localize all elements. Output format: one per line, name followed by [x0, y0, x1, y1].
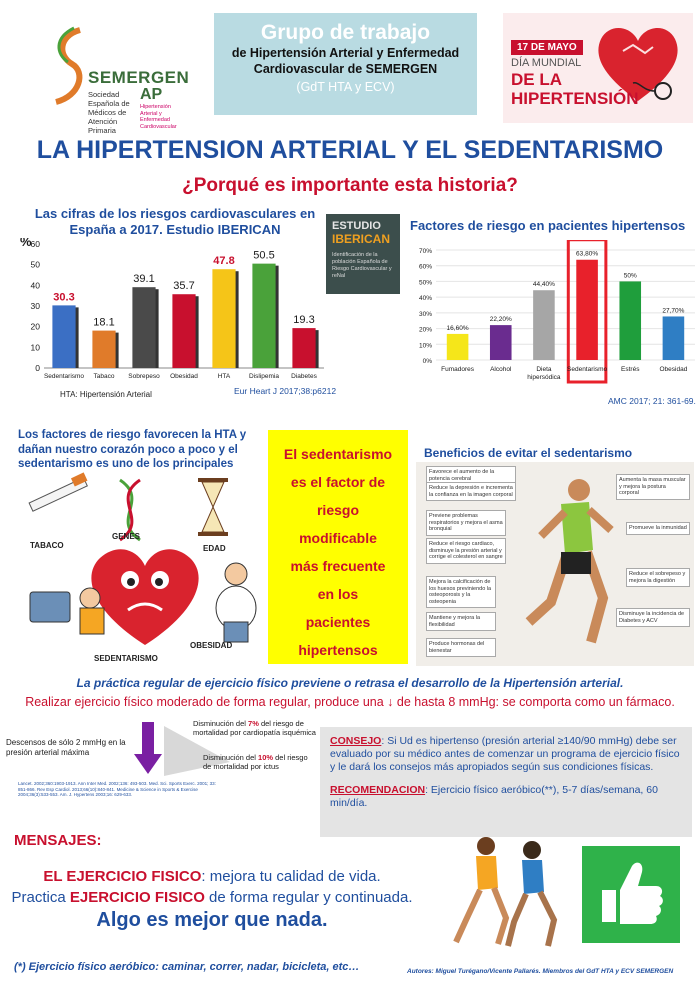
benefit-item: Disminuye la incidencia de Diabetes y ACV [616, 608, 690, 627]
logo-subtitle: Sociedad Española de Médicos de Atención Primaria [88, 90, 130, 135]
message-line-2 [0, 889, 424, 906]
benefit-item: Previene problemas respiratorios y mejora el asma bronquial [426, 510, 506, 536]
benefits-title: Beneficios de evitar el sedentarismo [424, 446, 633, 460]
day-line-2: DE LA [511, 70, 562, 89]
label-sedentarismo: SEDENTARISMO [94, 654, 158, 663]
chart1-category-label: Obesidad [170, 373, 198, 380]
day-line-3: HIPERTENSIÓN [511, 89, 639, 108]
advice-text: : Si Ud es hipertenso (presión arterial ≥140/90 mmHg) debe ser evaluado por su médico antes de comenzar un programa de ejercicio físico y le dará los consejos más apropiados según sus condiciones físicas. [330, 735, 680, 773]
benefit-item: Mantiene y mejora la flexibilidad [426, 612, 496, 631]
chart1-bar [92, 331, 115, 368]
chart1-value-label: 50.5 [253, 249, 275, 262]
obese-man-icon [216, 563, 256, 642]
chart1-title: Las cifras de los riesgos cardiovasculares en España a 2017. Estudio IBERICAN [34, 206, 316, 237]
authors: Autores: Miguel Turégano/Vicente Pallarés. Miembros del GdT HTA y ECV SEMERGEN [407, 968, 674, 975]
dna-icon [120, 480, 140, 540]
message-line-3: Algo es mejor que nada. [96, 909, 328, 931]
chart1-value-label: 18.1 [93, 316, 115, 329]
exercise-effect-statement: Realizar ejercicio físico moderado de forma regular, produce una ↓ de hasta 8 mmHg: se comporta como un fármaco. [25, 695, 675, 709]
page-subtitle: ¿Porqué es importante esta historia? [182, 175, 518, 196]
chart2-value-label: 22,20% [489, 316, 512, 324]
chart2-category-label: Alcohol [490, 366, 512, 373]
runner-icon [521, 472, 621, 662]
key-message-line: más frecuente [290, 558, 386, 574]
recommendation-label: RECOMENDACION [330, 784, 426, 796]
footnote: (*) Ejercicio físico aeróbico: caminar, correr, nadar, bicicleta, etc… [14, 961, 360, 973]
advice-paragraph [330, 735, 682, 774]
chart1-bar [212, 269, 235, 368]
working-group-box [214, 13, 477, 115]
chart2-category-label: hipersódica [527, 374, 561, 381]
benefit-item: Produce hormonas del bienestar [426, 638, 496, 657]
day-date: 17 DE MAYO [511, 40, 583, 55]
mortality-cardiac-pre: Disminución del [193, 719, 249, 728]
benefit-item: Reduce el sobrepeso y mejora la digestión [626, 568, 690, 587]
bp-reduction-label: Descensos de sólo 2 mmHg en la presión arterial máxima [6, 738, 126, 757]
key-message-line: pacientes [305, 614, 371, 630]
mortality-stroke-pct: 10% [258, 753, 274, 762]
chart1-ytick: 60 [30, 239, 40, 249]
chart1-value-label: 47.8 [213, 255, 235, 268]
practice-statement: La práctica regular de ejercicio físico previene o retrasa el desarrollo de la Hipertensión arterial. [76, 676, 624, 690]
group-line-2: Cardiovascular de SEMERGEN [253, 62, 438, 76]
risk-factors-text: Los factores de riesgo favorecen la HTA y dañan nuestro corazón poco a poco y el sedentarismo es uno de los principales [18, 429, 247, 470]
chart1-category-label: HTA [217, 373, 231, 380]
chart1-bar [292, 328, 315, 368]
thumbs-up-badge [582, 846, 680, 943]
chart2-value-label: 44,40% [532, 281, 555, 289]
benefit-item: Aumenta la masa muscular y mejora la postura corporal [616, 474, 690, 500]
chart1-category-label: Tabaco [93, 373, 115, 380]
mortality-stroke-text [203, 753, 318, 771]
chart1-ytick: 10 [30, 342, 40, 353]
chart2-bar [576, 260, 598, 360]
mortality-stroke-pre: Disminución del [203, 753, 259, 762]
sedentary-person-icon [30, 588, 104, 634]
chart2-ytick: 0% [422, 358, 432, 365]
chart2-ytick: 40% [418, 295, 432, 303]
key-message-line: hipertensos [298, 642, 378, 658]
advice-label: CONSEJO [330, 735, 382, 747]
mortality-cardiac-pct: 7% [248, 719, 259, 728]
bp-references: Lancet. 2002;360:1903-1913. Ann Inter Med. 2002;136: 493-503. Med. Sci. Sports Exerc. 2001; 33: 851-866. Rev Esp Cardiol. 2013;66(10):840-841. Medicine & Science in Sports & Exercise 2004;36(3):533-553. Am. J. Hypertens 2003;16: 629-633. [18, 781, 216, 797]
iberican-cover [326, 214, 400, 294]
group-abbr: (GdT HTA y ECV) [296, 80, 395, 94]
chart2-bar [533, 290, 555, 360]
chart2-value-label: 16,60% [446, 324, 469, 332]
chart2-ytick: 50% [418, 279, 432, 287]
chart1-bar [132, 287, 155, 368]
sad-heart-icon [91, 549, 198, 645]
chart2-bar [490, 325, 512, 360]
chart1-bar [52, 305, 75, 368]
label-obesidad: OBESIDAD [190, 641, 233, 650]
logo-ap-subtitle: Hipertensión Arterial y Enfermedad Cardiovascular [140, 104, 177, 130]
benefit-item: Reduce el riesgo cardiaco, disminuye la presión arterial y corrige el colesterol en sangre [426, 538, 506, 564]
key-message-line: modificable [299, 530, 377, 546]
chart1-value-label: 30.3 [53, 291, 75, 304]
chart2-ytick: 20% [418, 326, 432, 334]
messages-title: MENSAJES: [14, 832, 102, 849]
mortality-cardiac-post: del riesgo de mortalidad por cardiopatía isquémica [193, 719, 316, 737]
chart1-ytick: 40 [30, 280, 40, 291]
key-message-box [268, 430, 408, 664]
chart2-ytick: 60% [418, 263, 432, 271]
message-1-highlight: EL EJERCICIO FISICO [43, 868, 202, 885]
chart1-value-label: 39.1 [133, 273, 155, 286]
cigarette-icon [29, 472, 87, 511]
recommendation-text: : Ejercicio físico aeróbico(**), 5-7 días/semana, 60 min/día. [330, 784, 658, 809]
chart1-ytick: 20 [30, 321, 40, 332]
risk-factors-illustration [20, 470, 270, 670]
chart2-value-label: 50% [623, 272, 637, 280]
chart2-category-label: Dieta [536, 366, 552, 373]
iberican-description: Identificación de la población Española de Riesgo Cardiovascular y reNal [332, 252, 392, 279]
hourglass-icon [198, 478, 228, 536]
key-message-line: El sedentarismo [283, 446, 393, 462]
recommendation-paragraph [330, 784, 682, 810]
message-line-1 [0, 868, 424, 885]
key-message-line: es el factor de [290, 474, 386, 490]
iberican-line-1: ESTUDIO [332, 220, 381, 232]
chart2-bar [447, 334, 469, 360]
chart1-value-label: 35.7 [173, 280, 195, 293]
chart2-category-label: Estrés [621, 366, 640, 373]
benefit-item: Reduce la depresión e incrementa la confianza en la imagen corporal [426, 482, 516, 501]
chart1-reference: Eur Heart J 2017;38:p6212 [234, 386, 337, 396]
message-2-post: de forma regular y continuada. [204, 889, 413, 906]
chart2-value-label: 27,70% [662, 307, 685, 315]
label-edad: EDAD [203, 544, 226, 553]
advice-box [320, 727, 692, 837]
chart2-ytick: 70% [418, 248, 432, 255]
chart2-bar [663, 316, 685, 360]
chart1-category-label: Diabetes [291, 373, 317, 380]
chart1-ytick: 30 [30, 301, 40, 311]
chart2-category-label: Fumadores [441, 366, 475, 373]
chart1-bar [252, 264, 275, 368]
logo-name: SEMERGEN [88, 68, 190, 87]
chart1-svg [14, 238, 334, 388]
chart2-value-label: 63,80% [576, 250, 599, 258]
key-message-line: en los [317, 586, 359, 602]
benefits-infographic [416, 462, 694, 666]
semergen-logo [30, 20, 190, 135]
chart2-ytick: 10% [418, 342, 432, 350]
message-2-highlight: EJERCICIO FISICO [69, 889, 205, 906]
chart2-category-label: Obesidad [659, 366, 688, 373]
iberican-line-2: IBERICAN [332, 232, 391, 246]
chart1-ytick: 50 [30, 259, 40, 270]
chart1-ylabel: % [20, 238, 32, 249]
world-hypertension-day-badge [503, 13, 693, 123]
chart1-category-label: Sedentarismo [43, 373, 85, 380]
message-2-pre: Practica [11, 889, 70, 906]
logo-ap: AP [140, 86, 163, 103]
mortality-stroke-post: del riesgo de mortalidad por ictus [203, 753, 308, 771]
key-message-line: riesgo [316, 502, 359, 518]
label-tabaco: TABACO [30, 541, 64, 550]
benefit-item: Favorece el aumento de la potencia cerebral [426, 466, 516, 485]
chart2-category-label: Sedentarismo [567, 366, 608, 373]
page-title: LA HIPERTENSION ARTERIAL Y EL SEDENTARISMO [36, 136, 664, 164]
semergen-s-icon [50, 26, 90, 106]
chart2-title: Factores de riesgo en pacientes hipertensos [410, 218, 686, 233]
runners-icon [452, 832, 564, 952]
chart2-bar [619, 281, 641, 360]
chart1-ytick: 0 [35, 363, 40, 373]
chart2-reference: AMC 2017; 21: 361-69. [608, 396, 696, 406]
benefit-item: Mejora la calcificación de los huesos previniendo la osteoporosis y la osteopenia [426, 576, 496, 608]
chart1-bar [172, 294, 195, 368]
chart1-value-label: 19.3 [293, 314, 315, 327]
chart1-category-label: Dislipemia [249, 373, 279, 380]
group-line-1: de Hipertensión Arterial y Enfermedad [231, 46, 460, 60]
benefit-item: Promueve la inmunidad [626, 522, 690, 535]
group-title: Grupo de trabajo [260, 21, 431, 44]
message-1-rest: : mejora tu calidad de vida. [201, 868, 381, 885]
chart1-category-label: Sobrepeso [128, 373, 160, 380]
day-line-1: DÍA MUNDIAL [511, 57, 582, 69]
chart1-note: HTA: Hipertensión Arterial [60, 390, 152, 399]
chart2-svg [410, 240, 700, 390]
mortality-cardiac-text [193, 719, 318, 737]
thumbs-up-icon [582, 846, 680, 943]
label-genes: GENES [112, 532, 141, 541]
chart2-ytick: 30% [418, 310, 432, 318]
